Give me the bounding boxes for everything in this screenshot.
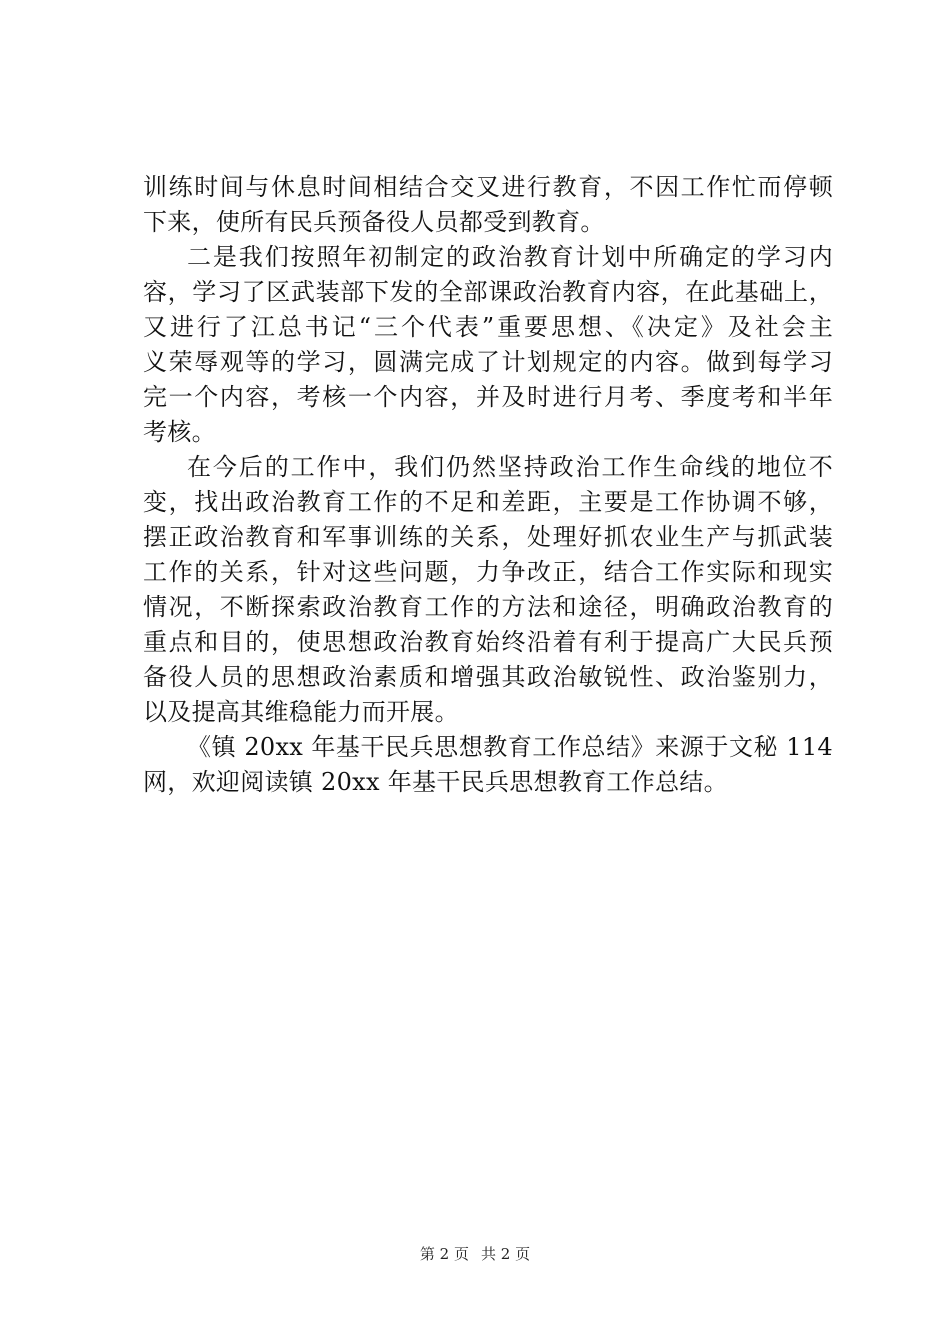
text-line: 义荣辱观等的学习，圆满完成了计划规定的内容。做到每学习 [143,348,833,376]
text-line: 训练时间与休息时间相结合交叉进行教育，不因工作忙而停顿 [143,173,833,201]
text-line: 容，学习了区武装部下发的全部课政治教育内容，在此基础上， [143,278,833,306]
text-line: 摆正政治教育和军事训练的关系，处理好抓农业生产与抓武装 [143,523,833,551]
text-line: 变，找出政治教育工作的不足和差距，主要是工作协调不够， [143,488,833,516]
text-line: 又进行了江总书记“三个代表”重要思想、《决定》及社会主 [143,313,833,341]
text-line: 重点和目的，使思想政治教育始终沿着有利于提高广大民兵预 [143,628,833,656]
text-line: 情况，不断探索政治教育工作的方法和途径，明确政治教育的 [143,593,833,621]
text-line: 以及提高其维稳能力而开展。 [143,698,459,726]
text-line: 工作的关系，针对这些问题，力争改正，结合工作实际和现实 [143,558,833,586]
text-line: 网，欢迎阅读镇 20xx 年基干民兵思想教育工作总结。 [143,768,728,796]
document-body [143,170,833,800]
text-line: 下来，使所有民兵预备役人员都受到教育。 [143,208,605,236]
text-line: 《镇 20xx 年基干民兵思想教育工作总结》来源于文秘 114 [187,733,833,761]
page-footer [0,1244,950,1264]
text-line: 完一个内容，考核一个内容，并及时进行月考、季度考和半年 [143,383,833,411]
page-total: 共 2 页 [481,1245,531,1263]
text-line: 在今后的工作中，我们仍然坚持政治工作生命线的地位不 [187,453,833,481]
text-line: 备役人员的思想政治素质和增强其政治敏锐性、政治鉴别力， [143,663,833,691]
text-line: 二是我们按照年初制定的政治教育计划中所确定的学习内 [187,243,833,271]
text-line: 考核。 [143,418,216,446]
page-number: 第 2 页 [419,1245,469,1263]
